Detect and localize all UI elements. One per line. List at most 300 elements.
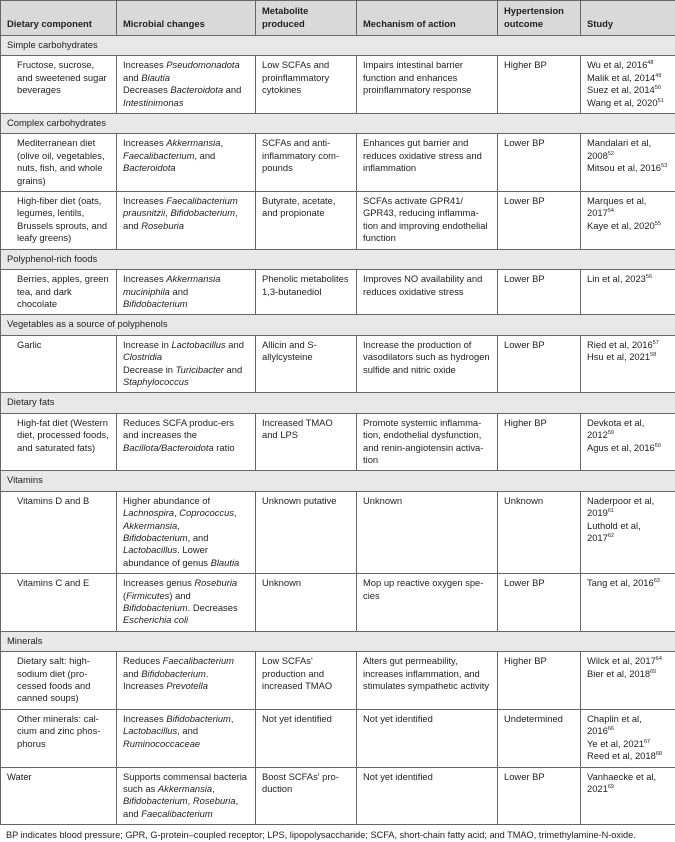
cell-line: [7, 771, 110, 783]
metabolite-produced-cell: [256, 270, 357, 315]
cell-text: Allicin and S-allylcysteine: [262, 339, 317, 362]
cell-line: [123, 495, 249, 569]
microbial-changes-cell: [117, 767, 256, 825]
cell-text: Ye et al, 2021: [587, 738, 644, 749]
cell-line: [587, 84, 669, 96]
cell-text: Bier et al, 2018: [587, 668, 650, 679]
microbial-changes-cell: [117, 192, 256, 250]
cell-line: [504, 495, 574, 507]
reference-number: 59: [608, 430, 614, 436]
study-cell: [581, 270, 675, 315]
taxon-name: Bifidobacterium: [141, 668, 206, 679]
taxon-name: Bifidobacterium: [123, 795, 188, 806]
cell-text: Other minerals: cal-cium and zinc phos-phorus: [17, 713, 100, 749]
section-title: Vegetables as a source of polyphenols: [1, 315, 675, 335]
reference-number: 60: [655, 442, 661, 448]
section-row: [1, 114, 675, 134]
dietary-component-cell: [1, 134, 117, 192]
taxon-name: Blautia: [211, 557, 240, 568]
taxon-name: Lactobacillus: [123, 544, 177, 555]
cell-text: and: [123, 72, 141, 83]
reference-number: 62: [608, 533, 614, 539]
mechanism-of-action-cell: [357, 574, 498, 632]
mechanism-of-action-cell: [357, 491, 498, 573]
dietary-component-cell: [1, 335, 117, 393]
cell-text: Suez et al, 2014: [587, 84, 655, 95]
cell-line: [504, 655, 574, 667]
reference-number: 58: [650, 352, 656, 358]
table-footnote: BP indicates blood pressure; GPR, G-protein–coupled receptor; LPS, lipopolysaccharide; SCFA, short-chain fatty acid; and TMAO, trimethylamine-N-oxide.: [0, 825, 675, 841]
cell-line: [587, 351, 669, 363]
cell-line: [504, 195, 574, 207]
cell-text: Increases: [123, 59, 166, 70]
cell-text: Increases: [123, 195, 166, 206]
reference-number: 49: [655, 73, 661, 79]
cell-text: , and: [177, 725, 198, 736]
cell-text: Increase in: [123, 339, 171, 350]
microbial-changes-cell: [117, 134, 256, 192]
table-row: [1, 767, 675, 825]
cell-text: Vitamins C and E: [17, 577, 89, 588]
cell-line: [587, 59, 669, 71]
cell-text: ratio: [214, 442, 235, 453]
table-body: [1, 36, 675, 825]
cell-text: Reduces SCFA produc-ers and increases the: [123, 417, 234, 440]
microbial-changes-cell: [117, 270, 256, 315]
taxon-name: Lactobacillus: [171, 339, 225, 350]
reference-number: 69: [608, 784, 614, 790]
cell-line: [262, 59, 350, 96]
reference-number: 56: [646, 274, 652, 280]
cell-text: ,: [174, 507, 179, 518]
cell-line: [587, 668, 669, 680]
cell-text: Ried et al, 2016: [587, 339, 653, 350]
metabolite-produced-cell: [256, 491, 357, 573]
cell-line: [17, 59, 110, 96]
header-microbial-changes: Microbial changes: [117, 1, 256, 36]
cell-text: Unknown: [262, 577, 301, 588]
cell-line: [363, 273, 491, 298]
cell-text: and: [224, 364, 242, 375]
metabolite-produced-cell: [256, 652, 357, 710]
cell-text: Boost SCFAs' pro-duction: [262, 771, 339, 794]
cell-text: SCFAs activate GPR41/ GPR43, reducing inflamma-tion and improving endothelial function: [363, 195, 488, 243]
cell-line: [123, 577, 249, 627]
table-row: [1, 709, 675, 767]
cell-text: Naderpoor et al, 2019: [587, 495, 654, 518]
taxon-name: Blautia: [141, 72, 170, 83]
mechanism-of-action-cell: [357, 192, 498, 250]
cell-line: [123, 195, 249, 232]
cell-text: Improves NO availability and reduces oxidative stress: [363, 273, 482, 296]
taxon-name: Lachnospira: [123, 507, 174, 518]
cell-text: Agus et al, 2016: [587, 442, 655, 453]
cell-text: and: [123, 668, 141, 679]
cell-text: Unknown: [363, 495, 402, 506]
cell-text: ) and: [169, 590, 190, 601]
cell-line: [363, 577, 491, 602]
section-row: [1, 631, 675, 651]
mechanism-of-action-cell: [357, 56, 498, 114]
cell-text: ,: [177, 520, 180, 531]
study-cell: [581, 134, 675, 192]
mechanism-of-action-cell: [357, 270, 498, 315]
section-title: Polyphenol-rich foods: [1, 249, 675, 269]
cell-text: Increases: [123, 713, 166, 724]
cell-line: [587, 750, 669, 762]
metabolite-produced-cell: [256, 335, 357, 393]
cell-line: [587, 520, 669, 545]
taxon-name: Faecalibacterium: [163, 655, 234, 666]
study-cell: [581, 413, 675, 471]
study-cell: [581, 192, 675, 250]
cell-text: , and: [123, 795, 238, 818]
cell-text: Higher BP: [504, 655, 547, 666]
cell-line: [123, 339, 249, 364]
taxon-name: Intestinimonas: [123, 97, 183, 108]
header-study: Study: [581, 1, 675, 36]
dietary-component-cell: [1, 56, 117, 114]
cell-text: ,: [165, 207, 170, 218]
dietary-component-cell: [1, 709, 117, 767]
cell-text: Lower BP: [504, 339, 545, 350]
cell-line: [587, 97, 669, 109]
study-cell: [581, 335, 675, 393]
taxon-name: Akkermansia muciniphila: [123, 273, 220, 296]
table-row: [1, 134, 675, 192]
cell-line: [123, 713, 249, 750]
reference-number: 55: [655, 221, 661, 227]
cell-text: Decrease in: [123, 364, 176, 375]
dietary-component-cell: [1, 192, 117, 250]
taxon-name: Prevotella: [166, 680, 208, 691]
cell-line: [123, 417, 249, 454]
cell-text: Higher BP: [504, 417, 547, 428]
cell-text: Increase the production of vasodilators such as hydrogen sulfide and nitric oxide: [363, 339, 490, 375]
cell-text: Kaye et al, 2020: [587, 220, 655, 231]
section-title: Simple carbohydrates: [1, 36, 675, 56]
hypertension-outcome-cell: [498, 335, 581, 393]
cell-text: Decreases: [123, 84, 170, 95]
cell-line: [17, 655, 110, 705]
cell-line: [587, 220, 669, 232]
table-row: [1, 574, 675, 632]
cell-line: [587, 195, 669, 220]
cell-text: . Decreases: [188, 602, 238, 613]
cell-line: [17, 713, 110, 750]
cell-line: [17, 195, 110, 245]
cell-line: [504, 417, 574, 429]
cell-line: [262, 137, 350, 174]
taxon-name: Bacillota/Bacteroidota: [123, 442, 214, 453]
cell-line: [587, 495, 669, 520]
hypertension-outcome-cell: [498, 413, 581, 471]
dietary-component-cell: [1, 491, 117, 573]
table-row: [1, 192, 675, 250]
cell-text: Devkota et al, 2012: [587, 417, 644, 440]
cell-text: Lower BP: [504, 195, 545, 206]
cell-text: Low SCFAs and proinflammatory cytokines: [262, 59, 329, 95]
cell-line: [363, 59, 491, 96]
cell-text: Hsu et al, 2021: [587, 351, 650, 362]
cell-line: [587, 442, 669, 454]
cell-text: Reduces: [123, 655, 163, 666]
metabolite-produced-cell: [256, 56, 357, 114]
table-row: [1, 270, 675, 315]
cell-line: [17, 417, 110, 454]
cell-text: Increases genus: [123, 577, 194, 588]
cell-line: [262, 195, 350, 220]
taxon-name: Faecalibacterium: [141, 808, 212, 819]
cell-text: High-fiber diet (oats, legumes, lentils, Brussels sprouts, and leafy greens): [17, 195, 107, 243]
taxon-name: Pseudomonadota: [166, 59, 240, 70]
cell-text: Berries, apples, green tea, and dark chocolate: [17, 273, 109, 309]
microbial-changes-cell: [117, 709, 256, 767]
taxon-name: Bifidobacterium: [123, 298, 188, 309]
taxon-name: Turicibacter: [176, 364, 224, 375]
cell-line: [587, 713, 669, 738]
cell-text: and: [170, 286, 188, 297]
cell-text: ,: [220, 137, 223, 148]
cell-text: Lower BP: [504, 137, 545, 148]
cell-text: Unknown putative: [262, 495, 337, 506]
hypertension-outcome-cell: [498, 134, 581, 192]
taxon-name: Bifidobacterium: [170, 207, 235, 218]
study-cell: [581, 709, 675, 767]
section-title: Minerals: [1, 631, 675, 651]
cell-line: [262, 713, 350, 725]
cell-text: Phenolic metabolites 1,3-butanediol: [262, 273, 349, 296]
cell-line: [363, 195, 491, 245]
reference-number: 64: [656, 656, 662, 662]
cell-line: [17, 137, 110, 187]
metabolite-produced-cell: [256, 574, 357, 632]
cell-line: [587, 655, 669, 667]
taxon-name: Roseburia: [193, 795, 236, 806]
cell-line: [262, 417, 350, 442]
taxon-name: Faecalibacterium prausnitzii: [123, 195, 238, 218]
taxon-name: Staphylococcus: [123, 376, 189, 387]
cell-line: [363, 495, 491, 507]
taxon-name: Bifidobacterium: [123, 602, 188, 613]
taxon-name: Roseburia: [194, 577, 237, 588]
taxon-name: Akkermansia: [158, 783, 212, 794]
cell-line: [587, 417, 669, 442]
reference-number: 66: [608, 726, 614, 732]
taxon-name: Faecalibacterium: [123, 150, 194, 161]
cell-text: ,: [188, 795, 193, 806]
cell-text: and: [223, 84, 241, 95]
cell-line: [17, 577, 110, 589]
cell-text: Vitamins D and B: [17, 495, 89, 506]
mechanism-of-action-cell: [357, 652, 498, 710]
microbial-changes-cell: [117, 413, 256, 471]
cell-text: High-fat diet (Western diet, processed foods, and saturated fats): [17, 417, 109, 453]
taxon-name: Akkermansia: [166, 137, 220, 148]
reference-number: 52: [608, 151, 614, 157]
cell-line: [363, 655, 491, 692]
metabolite-produced-cell: [256, 134, 357, 192]
cell-text: Mandalari et al, 2008: [587, 137, 651, 160]
microbial-changes-cell: [117, 574, 256, 632]
cell-line: [123, 655, 249, 692]
hypertension-outcome-cell: [498, 56, 581, 114]
header-row: [1, 1, 675, 36]
cell-line: [123, 84, 249, 109]
cell-text: Butyrate, acetate, and propionate: [262, 195, 335, 218]
study-cell: [581, 652, 675, 710]
cell-line: [587, 72, 669, 84]
cell-text: Increases: [123, 273, 166, 284]
cell-text: Mitsou et al, 2016: [587, 162, 661, 173]
reference-number: 67: [644, 739, 650, 745]
mechanism-of-action-cell: [357, 767, 498, 825]
cell-text: Dietary salt: high-sodium diet (pro-cessed foods and canned soups): [17, 655, 91, 703]
cell-line: [262, 273, 350, 298]
cell-text: Lower BP: [504, 771, 545, 782]
dietary-component-cell: [1, 767, 117, 825]
cell-line: [123, 771, 249, 821]
cell-line: [587, 137, 669, 162]
reference-number: 63: [654, 578, 660, 584]
cell-text: Low SCFAs' production and increased TMAO: [262, 655, 332, 691]
cell-line: [363, 339, 491, 376]
cell-text: Increases: [123, 137, 166, 148]
cell-text: Lower BP: [504, 577, 545, 588]
taxon-name: Ruminococcaceae: [123, 738, 200, 749]
cell-line: [587, 339, 669, 351]
cell-line: [504, 59, 574, 71]
cell-line: [504, 713, 574, 725]
section-title: Dietary fats: [1, 393, 675, 413]
hypertension-outcome-cell: [498, 574, 581, 632]
cell-text: Wu et al, 2016: [587, 59, 647, 70]
cell-text: ,: [212, 783, 215, 794]
reference-number: 65: [650, 669, 656, 675]
header-hypertension-outcome: Hypertension outcome: [498, 1, 581, 36]
taxon-name: Bifidobacterium: [123, 532, 188, 543]
section-row: [1, 393, 675, 413]
cell-line: [363, 417, 491, 467]
dietary-component-cell: [1, 574, 117, 632]
dietary-component-cell: [1, 413, 117, 471]
section-row: [1, 471, 675, 491]
taxon-name: Roseburia: [141, 220, 184, 231]
cell-text: Malik et al, 2014: [587, 72, 655, 83]
reference-number: 53: [661, 163, 667, 169]
cell-line: [587, 162, 669, 174]
cell-text: Lower BP: [504, 273, 545, 284]
cell-text: Alters gut permeability, increases inflammation, and stimulates sympathetic activity: [363, 655, 489, 691]
hypertension-outcome-cell: [498, 270, 581, 315]
reference-number: 57: [653, 340, 659, 346]
header-metabolite-produced: Metabolite produced: [256, 1, 357, 36]
taxon-name: Firmicutes: [126, 590, 169, 601]
cell-text: Chaplin et al, 2016: [587, 713, 642, 736]
cell-line: [587, 273, 669, 285]
section-row: [1, 315, 675, 335]
cell-line: [123, 137, 249, 174]
cell-line: [17, 495, 110, 507]
cell-text: Undetermined: [504, 713, 563, 724]
table-row: [1, 652, 675, 710]
cell-text: Unknown: [504, 495, 543, 506]
cell-line: [504, 339, 574, 351]
dietary-component-cell: [1, 270, 117, 315]
table-row: [1, 413, 675, 471]
cell-text: (: [123, 590, 126, 601]
cell-text: Tang et al, 2016: [587, 577, 654, 588]
cell-line: [123, 59, 249, 84]
dietary-component-cell: [1, 652, 117, 710]
cell-text: ,: [231, 713, 234, 724]
mechanism-of-action-cell: [357, 134, 498, 192]
reference-number: 61: [608, 508, 614, 514]
cell-text: Not yet identified: [262, 713, 332, 724]
cell-line: [123, 273, 249, 310]
cell-line: [262, 339, 350, 364]
cell-text: Vanhaecke et al, 2021: [587, 771, 656, 794]
taxon-name: Bacteroidota: [123, 162, 176, 173]
cell-line: [587, 738, 669, 750]
taxon-name: Lactobacillus: [123, 725, 177, 736]
hypertension-outcome-cell: [498, 767, 581, 825]
metabolite-produced-cell: [256, 192, 357, 250]
cell-text: Lin et al, 2023: [587, 273, 646, 284]
taxon-name: Bifidobacterium: [166, 713, 231, 724]
metabolite-produced-cell: [256, 767, 357, 825]
cell-text: SCFAs and anti-inflammatory com-pounds: [262, 137, 339, 173]
microbial-changes-cell: [117, 491, 256, 573]
hypertension-outcome-cell: [498, 192, 581, 250]
cell-text: ,: [234, 507, 237, 518]
taxon-name: Akkermansia: [123, 520, 177, 531]
study-cell: [581, 491, 675, 573]
microbial-changes-cell: [117, 652, 256, 710]
cell-text: Fructose, sucrose, and sweetened sugar beverages: [17, 59, 107, 95]
cell-line: [17, 339, 110, 351]
table-row: [1, 491, 675, 573]
cell-text: Higher BP: [504, 59, 547, 70]
cell-line: [504, 273, 574, 285]
cell-line: [504, 771, 574, 783]
cell-text: Promote systemic inflamma-tion, endothelial dysfunction, and renin-angiotensin activa-tion: [363, 417, 483, 465]
header-mechanism-of-action: Mechanism of action: [357, 1, 498, 36]
cell-text: . Lower abundance of genus: [123, 544, 211, 567]
cell-text: Mop up reactive oxygen spe-cies: [363, 577, 483, 600]
section-title: Vitamins: [1, 471, 675, 491]
section-title: Complex carbohydrates: [1, 114, 675, 134]
cell-text: , and: [194, 150, 215, 161]
reference-number: 68: [656, 751, 662, 757]
cell-text: Wang et al, 2020: [587, 97, 658, 108]
header-dietary-component: Dietary component: [1, 1, 117, 36]
cell-line: [363, 771, 491, 783]
microbial-changes-cell: [117, 335, 256, 393]
cell-text: Higher abundance of: [123, 495, 210, 506]
mechanism-of-action-cell: [357, 709, 498, 767]
cell-text: Marques et al, 2017: [587, 195, 646, 218]
metabolite-produced-cell: [256, 709, 357, 767]
study-cell: [581, 574, 675, 632]
cell-text: Garlic: [17, 339, 41, 350]
reference-number: 51: [658, 98, 664, 104]
microbial-changes-cell: [117, 56, 256, 114]
cell-line: [262, 655, 350, 692]
reference-number: 50: [655, 85, 661, 91]
cell-line: [262, 495, 350, 507]
table-row: [1, 335, 675, 393]
